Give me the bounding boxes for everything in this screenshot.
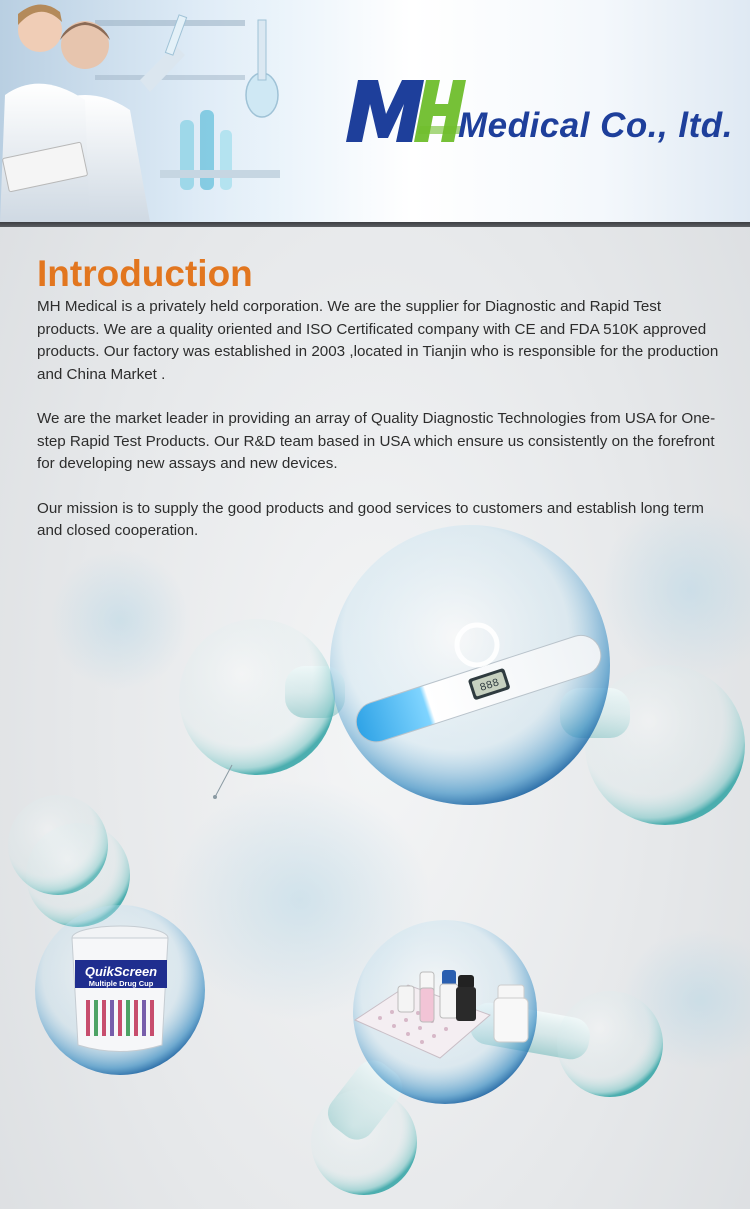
header-banner (0, 0, 750, 222)
company-name: Medical Co., ltd. (458, 106, 733, 145)
bubble (311, 1089, 417, 1195)
introduction-heading: Introduction (37, 253, 253, 294)
bubble (557, 991, 663, 1097)
banner-divider (0, 222, 750, 227)
lab-scientists-photo (0, 0, 300, 222)
drug-cup-subtitle: Multiple Drug Cup (88, 979, 154, 988)
drug-cup-brand: QuikScreen (84, 964, 158, 979)
company-logo[interactable] (336, 76, 746, 146)
svg-text:888: 888 (478, 677, 502, 695)
introduction-section (37, 252, 727, 565)
mh-logo-mark (336, 76, 466, 144)
bubble (585, 665, 745, 825)
intro-paragraph-3: Our mission is to supply the good products and good services to customers and establish long term and closed cooperation. (37, 499, 704, 539)
haze-blob (50, 550, 190, 690)
quikscreen-drug-cup (72, 926, 168, 1052)
intro-paragraph-2: We are the market leader in providing an array of Quality Diagnostic Technologies from USA for One-step Rapid Test Products. Our R&D team based in USA which ensure us consistently on the forefront for developing new assays and new devices. (37, 410, 716, 472)
intro-paragraph-1: MH Medical is a privately held corporation. We are the supplier for Diagnostic and Rapid Test products. We are a quality oriented and ISO Certificated company with CE and FDA 510K approved products. Our factory was established in 2003 ,located in Tianjin who is responsible for the production and China Market . (37, 298, 719, 383)
drug-cup-molecule (8, 795, 205, 1075)
bubble (179, 619, 335, 775)
